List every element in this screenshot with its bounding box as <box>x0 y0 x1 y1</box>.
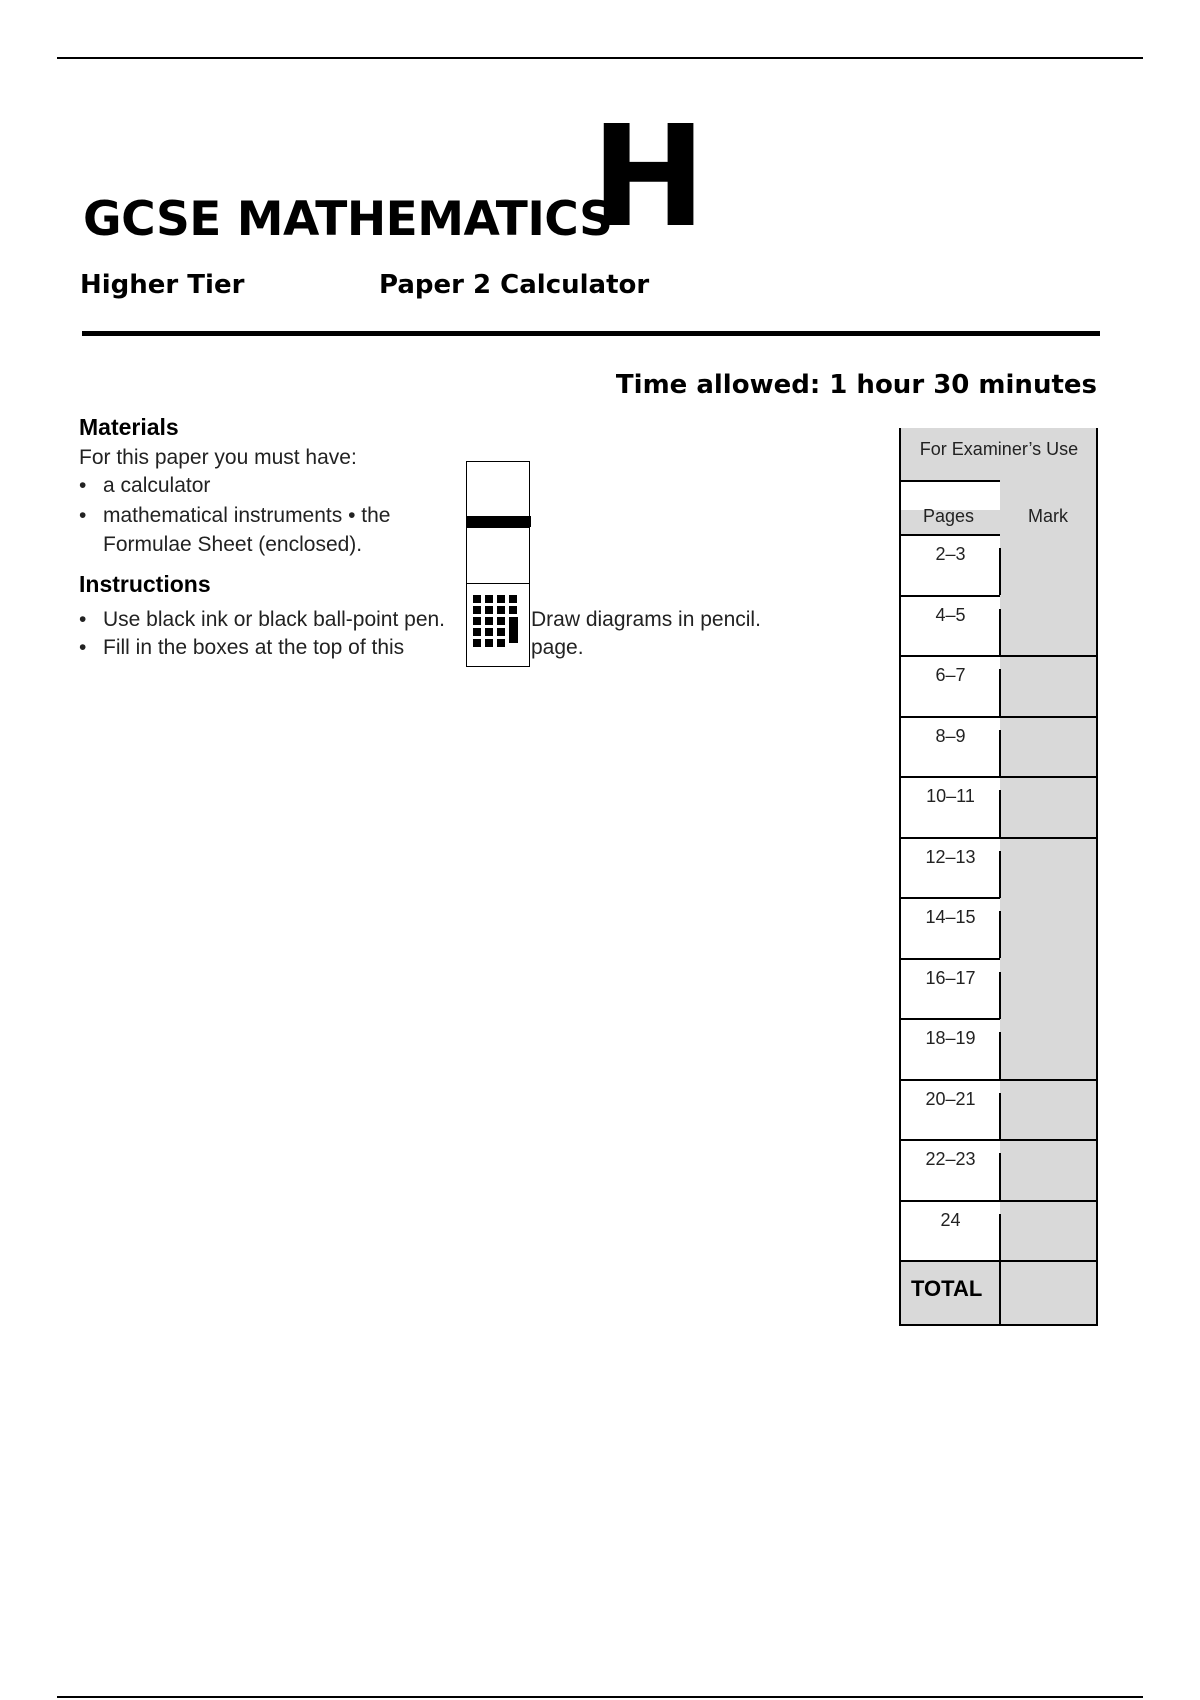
mark-cell-divider <box>999 548 1001 595</box>
total-cell-divider <box>999 1260 1001 1326</box>
tier-letter: H <box>591 96 707 259</box>
paper-title: GCSE MATHEMATICS <box>83 192 613 247</box>
row-divider <box>899 958 1000 960</box>
row-divider <box>899 595 1000 597</box>
materials-intro: For this paper you must have: <box>79 446 357 469</box>
logo-dot <box>485 639 493 647</box>
total-label: TOTAL <box>911 1276 983 1301</box>
row-divider <box>899 655 1000 657</box>
pages-cell: 22–23 <box>901 1141 1000 1200</box>
instruction-item-right: page. <box>531 636 584 659</box>
logo-dot <box>497 617 505 625</box>
instruction-item-right: Draw diagrams in pencil. <box>531 608 761 631</box>
logo-dot <box>497 606 505 614</box>
row-divider <box>899 534 1000 536</box>
barcode-logo <box>466 461 530 667</box>
time-allowed: Time allowed: 1 hour 30 minutes <box>615 370 1097 400</box>
pages-cell: 14–15 <box>901 899 1000 958</box>
header-rule <box>82 331 1100 336</box>
logo-dot <box>473 639 481 647</box>
materials-item: • mathematical instruments • the <box>103 504 390 528</box>
logo-dot <box>485 595 493 603</box>
examiner-title: For Examiner’s Use <box>919 439 1079 459</box>
pages-cell: 4–5 <box>901 597 1000 656</box>
row-divider <box>899 897 1000 899</box>
mark-column-header: Mark <box>1028 506 1068 526</box>
logo-dot <box>473 595 481 603</box>
logo-dot <box>473 628 481 636</box>
row-divider <box>899 1079 1000 1081</box>
logo-bar <box>466 516 531 527</box>
pages-cell: 6–7 <box>901 657 1000 716</box>
mark-cell-divider <box>999 790 1001 837</box>
mark-cell-divider <box>999 1153 1001 1200</box>
logo-dot <box>473 617 481 625</box>
pages-cell: 24 <box>901 1202 1000 1261</box>
mark-row-divider <box>999 1200 1098 1202</box>
mark-row-divider <box>999 837 1098 839</box>
paper-label: Paper 2 Calculator <box>379 270 650 300</box>
logo-dot <box>509 606 517 614</box>
pages-cell: 18–19 <box>901 1020 1000 1079</box>
examiner-table <box>899 428 1099 1328</box>
mark-cell-divider <box>999 911 1001 958</box>
mark-cell-divider <box>999 972 1001 1019</box>
mark-cell-divider <box>999 1093 1001 1140</box>
row-divider <box>899 837 1000 839</box>
logo-dot <box>497 639 505 647</box>
logo-dot <box>485 606 493 614</box>
logo-dot <box>473 606 481 614</box>
row-divider <box>899 776 1000 778</box>
bottom-rule <box>57 1696 1143 1698</box>
mark-row-divider <box>999 1139 1098 1141</box>
row-divider <box>899 716 1000 718</box>
logo-top-box <box>466 461 530 519</box>
mark-cell-divider <box>999 1032 1001 1079</box>
mark-row-divider <box>999 655 1098 657</box>
instructions-heading: Instructions <box>79 571 211 597</box>
logo-dot <box>497 628 505 636</box>
pages-cell: 10–11 <box>901 778 1000 837</box>
tier-label: Higher Tier <box>80 270 245 300</box>
mark-cell-divider <box>999 669 1001 716</box>
pages-cell: 12–13 <box>901 839 1000 898</box>
row-divider <box>899 1200 1000 1202</box>
examiner-title-rule <box>899 480 1000 482</box>
mark-cell-divider <box>999 609 1001 656</box>
mark-row-divider <box>999 776 1098 778</box>
pages-cell: 2–3 <box>901 536 1000 595</box>
pages-cell: 8–9 <box>901 718 1000 777</box>
logo-dot <box>485 628 493 636</box>
logo-dot <box>485 617 493 625</box>
mark-row-divider <box>999 716 1098 718</box>
materials-item-continued: Formulae Sheet (enclosed). <box>103 533 363 556</box>
mark-cell-divider <box>999 1214 1001 1261</box>
mark-row-divider <box>999 1079 1098 1081</box>
mark-cell-divider <box>999 730 1001 777</box>
pages-cell: 20–21 <box>901 1081 1000 1140</box>
top-rule <box>57 57 1143 59</box>
materials-item: • a calculator <box>103 474 210 498</box>
pages-cell: 16–17 <box>901 960 1000 1019</box>
logo-tall-block <box>509 617 518 643</box>
logo-dot <box>509 595 517 603</box>
pages-column-header: Pages <box>923 506 975 526</box>
instruction-item: • Fill in the boxes at the top of this <box>103 636 404 660</box>
row-divider <box>899 1139 1000 1141</box>
row-divider <box>899 1018 1000 1020</box>
mark-cell-divider <box>999 851 1001 898</box>
logo-dot <box>497 595 505 603</box>
instruction-item: • Use black ink or black ball-point pen. <box>103 608 445 632</box>
materials-heading: Materials <box>79 414 179 440</box>
